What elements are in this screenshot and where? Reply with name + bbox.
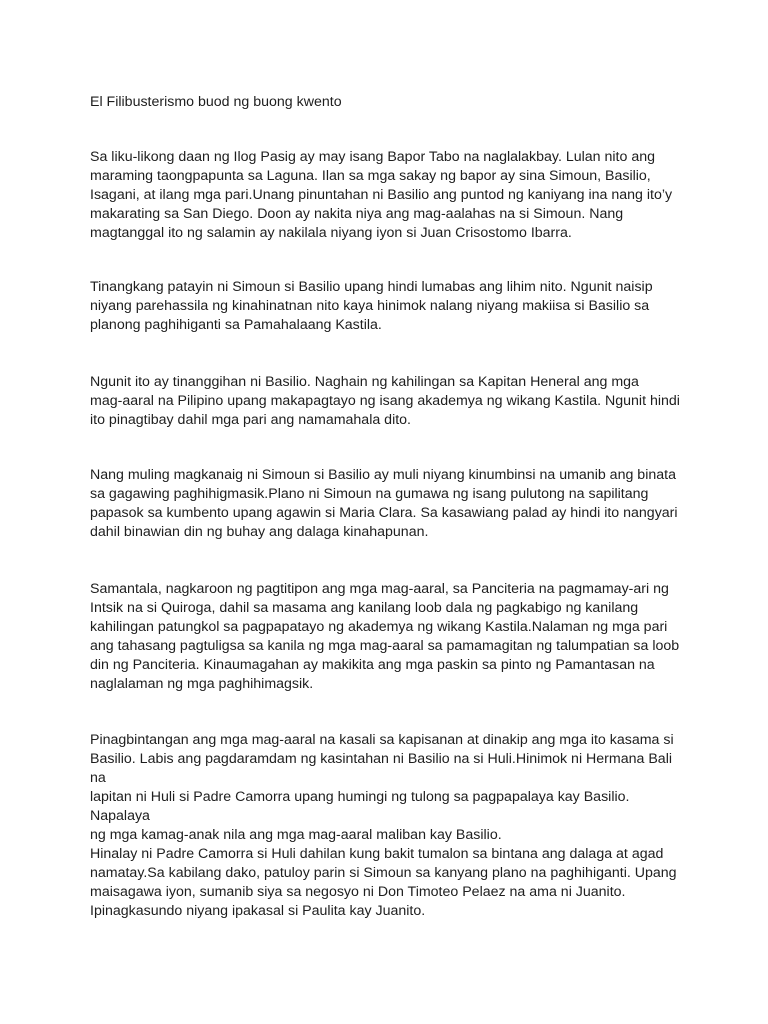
- paragraph-2: Tinangkang patayin ni Simoun si Basilio upang hindi lumabas ang lihim nito. Ngunit naisip niyang parehassila ng kinahinatnan nito kaya hinimok nalang niyang makiisa si Basilio sa planong paghihiganti sa Pamahalaang Kastila.: [90, 279, 653, 333]
- document-body: [90, 93, 690, 919]
- document-title: El Filibusterismo buod ng buong kwento: [90, 94, 342, 110]
- paragraph-4: Nang muling magkanaig ni Simoun si Basilio ay muli niyang kinumbinsi na umanib ang binata sa gagawing paghihigmasik.Plano ni Simoun na gumawa ng isang pulutong na sapilitang papasok sa kumbento upang agawin si Maria Clara. Sa kasawiang palad ay hindi ito nangyari dahil binawian din ng buhay ang dalaga kinahapunan.: [90, 467, 678, 540]
- paragraph-1: Sa liku-likong daan ng Ilog Pasig ay may isang Bapor Tabo na naglalakbay. Lulan nito ang maraming taongpapunta sa Laguna. Ilan sa mga sakay ng bapor ay sina Simoun, Basilio, Isagani, at ilang mga pari.Unang pinuntahan ni Basilio ang puntod ng kaniyang ina nang ito’y makarating sa San Diego. Doon ay nakita niya ang mag-aalahas na si Simoun. Nang magtanggal ito ng salamin ay nakilala niyang iyon si Juan Crisostomo Ibarra.: [90, 149, 673, 241]
- paragraph-5: Samantala, nagkaroon ng pagtitipon ang mga mag-aaral, sa Panciteria na pagmamay-ari ng Intsik na si Quiroga, dahil sa masama ang kanilang loob dala ng pagkabigo ng kanilang kahilingan patungkol sa pagpapatayo ng akademya ng wikang Kastila.Nalaman ng mga pari ang tahasang pagtuligsa sa kanila ng mga mag-aaral sa pamamagitan ng talumpatian sa loob din ng Panciteria. Kinaumagahan ay makikita ang mga paskin sa pinto ng Pamantasan na naglalaman ng mga paghihimagsik.: [90, 581, 680, 692]
- paragraph-3: Ngunit ito ay tinanggihan ni Basilio. Naghain ng kahilingan sa Kapitan Heneral ang mga mag-aaral na Pilipino upang makapagtayo ng isang akademya ng wikang Kastila. Ngunit hindi ito pinagtibay dahil mga pari ang namamahala dito.: [90, 374, 680, 428]
- paragraph-6: Pinagbintangan ang mga mag-aaral na kasali sa kapisanan at dinakip ang mga ito kasama si Basilio. Labis ang pagdaramdam ng kasintahan ni Basilio na si Huli.Hinimok ni Hermana Bali na lapitan ni Huli si Padre Camorra upang humingi ng tulong sa pagpapalaya kay Basilio. Napalaya ng mga kamag-anak nila ang mga mag-aaral maliban kay Basilio.: [90, 732, 674, 843]
- paragraph-7: Hinalay ni Padre Camorra si Huli dahilan kung bakit tumalon sa bintana ang dalaga at agad namatay.Sa kabilang dako, patuloy parin si Simoun sa kanyang plano na paghihiganti. Upang maisagawa iyon, sumanib siya sa negosyo ni Don Timoteo Pelaez na ama ni Juanito. Ipinagkasundo niyang ipakasal si Paulita kay Juanito.: [90, 846, 677, 919]
